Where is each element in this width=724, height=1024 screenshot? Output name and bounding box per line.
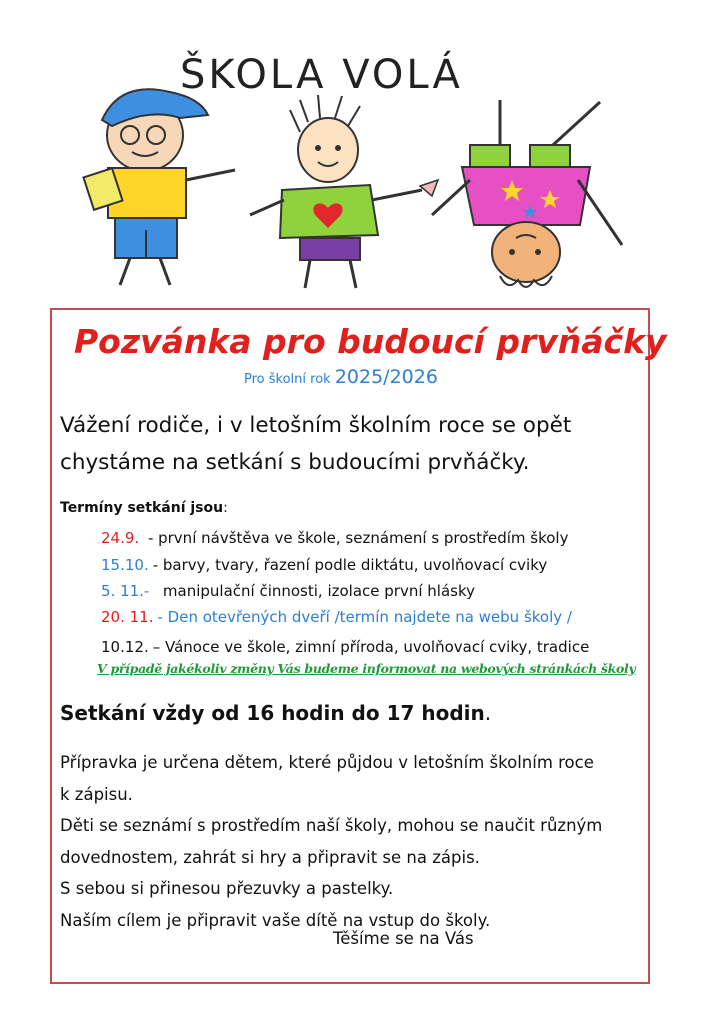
invitation-title: Pozvánka pro budoucí prvňáčky <box>74 322 667 361</box>
date-row <box>101 556 547 574</box>
date-row <box>101 608 572 626</box>
info-line: Naším cílem je připravit vaše dítě na vstup do školy. <box>60 910 491 930</box>
info-line: dovednostem, zahrát si hry a připravit se na zápis. <box>60 847 480 867</box>
date-row <box>101 582 475 600</box>
school-year-label: Pro školní rok <box>244 372 331 387</box>
date-value: 24.9. <box>101 529 140 547</box>
children-illustration <box>60 40 660 300</box>
school-year-line <box>244 366 438 388</box>
girl-figure <box>250 95 438 288</box>
date-description: - první návštěva ve škole, seznámení s prostředím školy <box>143 529 569 547</box>
info-line: S sebou si přinesou přezuvky a pastelky. <box>60 879 394 898</box>
date-description: - barvy, tvary, řazení podle diktátu, uvolňovací cviky <box>152 556 548 574</box>
dates-heading: Termíny setkání jsou: <box>60 500 228 516</box>
info-paragraph <box>60 747 640 936</box>
intro-line: chystáme na setkání s budoucími prvňáčky. <box>60 450 530 475</box>
closing-line: Těšíme se na Vás <box>333 929 474 948</box>
date-value: 15.10. <box>101 556 149 574</box>
change-notice: V případě jakékoliv změny Vás budeme informovat na webových stránkách školy <box>97 661 636 676</box>
info-line: k zápisu. <box>60 784 133 804</box>
boy-figure <box>83 89 235 285</box>
date-description: – Vánoce ve škole, zimní příroda, uvolňovací cviky, tradice <box>152 638 590 656</box>
date-value: 5. 11.- <box>101 582 150 600</box>
date-row <box>101 529 568 547</box>
upside-down-figure <box>432 100 622 287</box>
date-value: 10.12. <box>101 638 149 656</box>
intro-paragraph <box>60 407 640 481</box>
info-line: Přípravka je určena dětem, které půjdou v letošním školním roce <box>60 753 594 772</box>
header-title: ŠKOLA VOLÁ <box>180 52 463 98</box>
school-year-value: 2025/2026 <box>334 366 438 388</box>
date-description: manipulační činnosti, izolace první hlásky <box>153 582 475 600</box>
date-row <box>101 638 589 656</box>
date-description: - Den otevřených dveří /termín najdete na webu školy / <box>157 608 572 626</box>
info-line: Děti se seznámí s prostředím naší školy, mohou se naučit různým <box>60 816 603 835</box>
date-value: 20. 11. <box>101 608 154 626</box>
intro-line: Vážení rodiče, i v letošním školním roce se opět <box>60 413 572 438</box>
meeting-time: Setkání vždy od 16 hodin do 17 hodin. <box>60 701 492 725</box>
